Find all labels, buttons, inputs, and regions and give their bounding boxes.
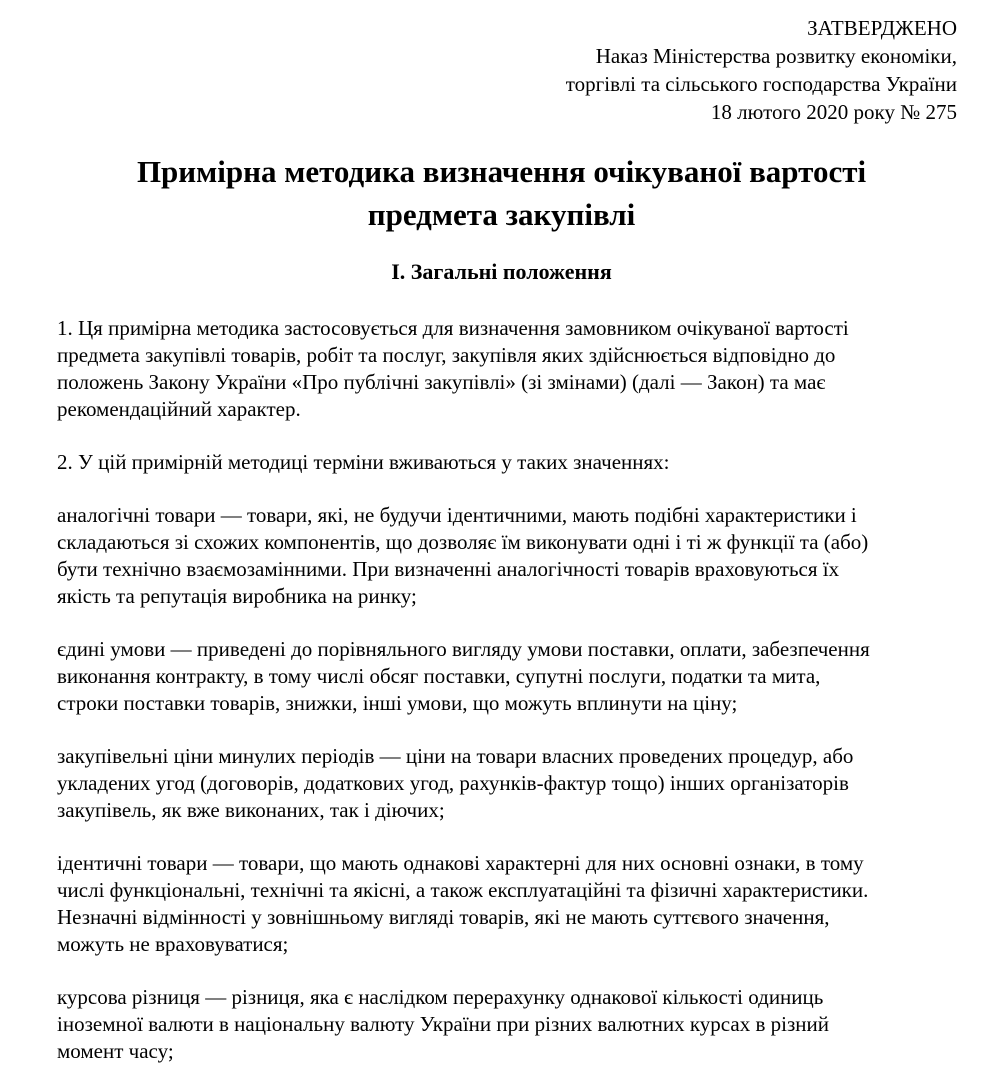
- document-title: [0, 150, 1003, 236]
- text-line: 1. Ця примірна методика застосовується для визначення замовником очікуваної вартості: [57, 316, 849, 340]
- text-line: закупівель, як вже виконаних, так і діючих;: [57, 798, 445, 822]
- document-title-line: предмета закупівлі: [367, 197, 636, 232]
- text-line: ідентичні товари — товари, що мають однакові характерні для них основні ознаки, в тому: [57, 851, 864, 875]
- approval-date-number: 18 лютого 2020 року № 275: [710, 100, 957, 124]
- paragraph-definition-exchange-difference: [57, 984, 962, 1065]
- text-line: бути технічно взаємозамінними. При визначенні аналогічності товарів враховуються їх: [57, 557, 840, 581]
- paragraph-definition-past-prices: [57, 743, 962, 824]
- text-line: аналогічні товари — товари, які, не будучи ідентичними, мають подібні характеристики і: [57, 503, 857, 527]
- text-line: можуть не враховуватися;: [57, 932, 289, 956]
- text-line: момент часу;: [57, 1039, 174, 1063]
- approval-heading: ЗАТВЕРДЖЕНО: [807, 16, 957, 40]
- text-line: числі функціональні, технічні та якісні, а також експлуатаційні та фізичні характеристики.: [57, 878, 869, 902]
- text-line: курсова різниця — різниця, яка є наслідком перерахунку однакової кількості одиниць: [57, 985, 824, 1009]
- section-heading: I. Загальні положення: [391, 259, 612, 284]
- text-line: укладених угод (договорів, додаткових угод, рахунків-фактур тощо) інших організаторів: [57, 771, 849, 795]
- text-line: іноземної валюти в національну валюту України при різних валютних курсах в різний: [57, 1012, 829, 1036]
- text-line: якість та репутація виробника на ринку;: [57, 584, 417, 608]
- text-line: складаються зі схожих компонентів, що дозволяє їм виконувати одні і ті ж функції та (або): [57, 530, 869, 554]
- text-line: виконання контракту, в тому числі обсяг поставки, супутні послуги, податки та мита,: [57, 664, 821, 688]
- text-line: рекомендаційний характер.: [57, 397, 301, 421]
- paragraph-definition-identical-goods: [57, 850, 962, 958]
- text-line: строки поставки товарів, знижки, інші умови, що можуть вплинути на ціну;: [57, 691, 738, 715]
- document-body: [57, 315, 962, 1091]
- text-line: Незначні відмінності у зовнішньому вигляді товарів, які не мають суттєвого значення,: [57, 905, 830, 929]
- paragraph-definition-analogous-goods: [57, 502, 962, 610]
- paragraph-clause-2: [57, 449, 962, 476]
- approval-order-line: Наказ Міністерства розвитку економіки,: [595, 44, 957, 68]
- approval-stamp-block: [566, 14, 957, 126]
- paragraph-definition-uniform-conditions: [57, 636, 962, 717]
- text-line: предмета закупівлі товарів, робіт та послуг, закупівля яких здійснюється відповідно до: [57, 343, 836, 367]
- document-title-line: Примірна методика визначення очікуваної вартості: [136, 154, 867, 189]
- text-line: 2. У цій примірній методиці терміни вживаються у таких значеннях:: [57, 450, 670, 474]
- text-line: закупівельні ціни минулих періодів — ціни на товари власних проведених процедур, або: [57, 744, 854, 768]
- text-line: єдині умови — приведені до порівняльного вигляду умови поставки, оплати, забезпечення: [57, 637, 870, 661]
- text-line: положень Закону України «Про публічні закупівлі» (зі змінами) (далі — Закон) та має: [57, 370, 826, 394]
- approval-ministry-line: торгівлі та сільського господарства України: [565, 72, 957, 96]
- paragraph-clause-1: [57, 315, 962, 423]
